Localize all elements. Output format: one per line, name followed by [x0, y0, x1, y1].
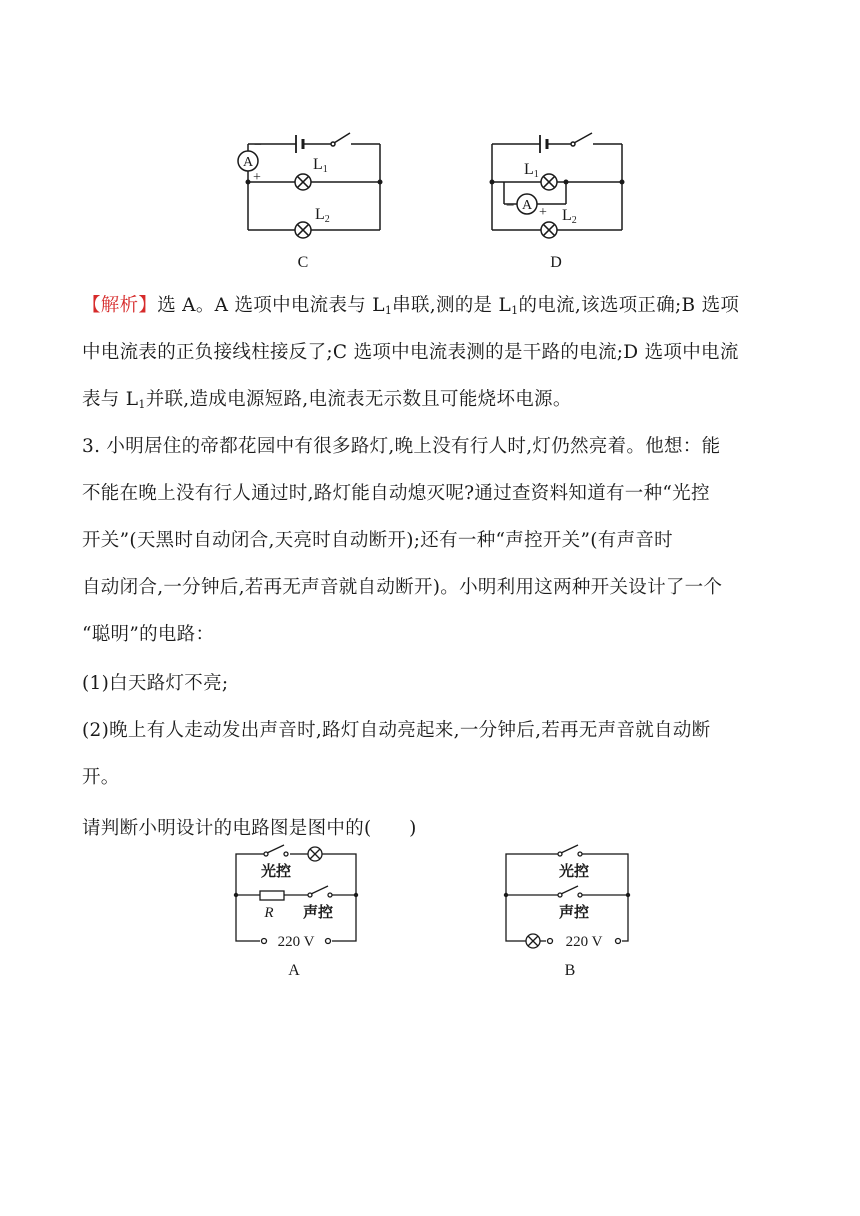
svg-text:+: + [539, 205, 547, 220]
figure-caption-b: B [564, 962, 576, 979]
lamp-l1-icon [541, 174, 557, 190]
svg-text:+: + [253, 170, 261, 185]
circuit-diagram-b [498, 840, 638, 985]
question-line: 开关”(天黑时自动闭合,天亮时自动断开);还有一种“声控开关”(有声音时 [82, 530, 673, 551]
lamp-l1-icon [295, 174, 311, 190]
svg-text:−: − [254, 138, 262, 153]
figure-caption-c: C [297, 254, 309, 271]
figure-caption-d: D [550, 254, 562, 271]
svg-text:声控: 声控 [558, 903, 590, 921]
resistor-icon [260, 891, 284, 900]
figure-caption-a: A [288, 962, 300, 979]
ammeter-icon [238, 151, 258, 171]
ammeter-icon [517, 194, 537, 214]
analysis-tag: 【解析】 [82, 295, 158, 316]
svg-text:光控: 光控 [260, 862, 292, 880]
lamp-l2-icon [295, 222, 311, 238]
svg-text:A: A [242, 155, 254, 170]
question-line: (1)白天路灯不亮; [82, 673, 229, 694]
svg-text:光控: 光控 [558, 862, 590, 880]
analysis-line-2: 中电流表的正负接线柱接反了;C 选项中电流表测的是干路的电流;D 选项中电流 [82, 342, 739, 363]
svg-text:−: − [506, 198, 515, 214]
svg-text:声控: 声控 [302, 903, 334, 921]
question-line: 3. 小明居住的帝都花园中有很多路灯,晚上没有行人时,灯仍然亮着。他想：能 [82, 436, 721, 457]
lamp-l2-icon [541, 222, 557, 238]
question-line: “聪明”的电路： [82, 624, 215, 645]
svg-text:220 V: 220 V [277, 934, 315, 950]
svg-text:220 V: 220 V [565, 934, 603, 950]
lamp-icon [526, 934, 540, 948]
question-line: 自动闭合,一分钟后,若再无声音就自动断开)。小明利用这两种开关设计了一个 [82, 577, 723, 598]
svg-text:L1: L1 [313, 156, 328, 175]
analysis-line-3: 表与 $L_1$并联,造成电源短路,电流表无示数且可能烧坏电源。 [82, 389, 572, 411]
question-line: (2)晚上有人走动发出声音时,路灯自动亮起来,一分钟后,若再无声音就自动断 [82, 720, 711, 741]
svg-text:R: R [264, 905, 274, 921]
circuit-diagram-a [228, 840, 368, 985]
question-line: 开。 [82, 767, 120, 788]
analysis-line-1: 【解析】选 A。A 选项中电流表与 $L_1$串联,测的是 $L_1$的电流,该选项正确;B 选项 [82, 295, 740, 317]
svg-text:L2: L2 [562, 207, 577, 226]
question-line: 不能在晚上没有行人通过时,路灯能自动熄灭呢?通过查资料知道有一种“光控 [82, 483, 710, 504]
circuit-diagram-c [230, 122, 390, 274]
lamp-icon [308, 847, 322, 861]
circuit-diagram-d [482, 122, 642, 274]
svg-text:A: A [521, 198, 533, 213]
svg-text:L2: L2 [315, 206, 330, 225]
question-line: 请判断小明设计的电路图是图中的( ) [82, 818, 417, 839]
svg-text:L1: L1 [524, 161, 539, 180]
